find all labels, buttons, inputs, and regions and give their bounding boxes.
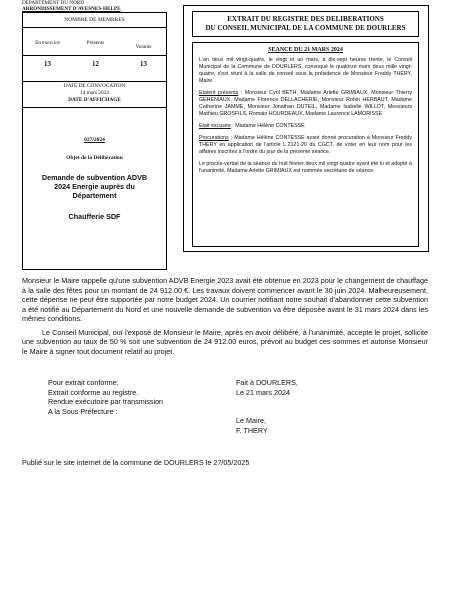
body-paragraph-2: Le Conseil Municipal, ouï l'exposé de Monsieur le Maire, après en avoir délibéré, à l'unanimité, accepte le projet, sollicite une subvention au taux de 50 % soit une subvention de 24 912.00 euros, prévoit au budget ces sommes et autorise Monsieur le Maire à signer tout document relatif au projet.	[22, 327, 428, 356]
convocation-label: DATE DE CONVOCATION	[63, 83, 126, 89]
procurations-text: : Madame Hélène CONTESSE ayant donné procuration à Monsieur Freddy THERY en application de l'article L.2121-20 du CGCT, de voter en leur nom pour les affaires inscrites à l'ordre du jour de la présente séance.	[199, 135, 412, 155]
procurations-label: Procurations	[199, 135, 229, 141]
col-presents: Présents	[86, 40, 105, 46]
arrondissement-label: ARRONDISSEMENT D'AVESNES-HELPE	[22, 6, 121, 12]
value-presents: 12	[92, 60, 99, 68]
affichage-label: DATE D'AFFICHAGE	[68, 97, 121, 103]
presents-text: : Monsieur Cyril BETH, Madame Arlette GRIMIAUX, Monsieur Thierry GEHENIAUX, Madame Florence DELLACHERIE, Monsieur Robin HERBAUT, Madame Catherine JAMME, Monsieur Jonathan DUTEIL, Madame Isabelle WILLOT, Messieurs Mathieu GROSFILS, Romain HOURDEAUX, Madame Laurence LAMORISSE	[199, 90, 412, 117]
sig-right-line: F. THERY	[236, 425, 268, 435]
seance-procurations	[199, 135, 412, 156]
extrait-title-box	[192, 11, 419, 37]
objet-label: Objet de la Délibération	[66, 155, 123, 161]
left-info-box	[22, 12, 167, 270]
extrait-title-line1: EXTRAIT DU REGISTRE DES DELIBERATIONS	[227, 15, 384, 23]
seance-box	[192, 42, 419, 247]
value-votants: 13	[140, 60, 147, 68]
sig-left-line: A la Sous Préfecture :	[48, 406, 118, 416]
department-label: DÉPARTEMENT DU NORD	[22, 0, 84, 6]
objet-line: Demande de subvention ADVB	[41, 173, 148, 182]
seance-title: SEANCE DU 21 MARS 2024	[268, 47, 343, 53]
objet-line: 2024 Energie auprès du	[54, 182, 135, 191]
publication-note: Publié sur le site internet de la commune de DOURLERS le 27/05/2025	[22, 458, 250, 467]
signature-right	[236, 378, 298, 435]
objet-subtitle: Chaufferie SDF	[68, 212, 121, 221]
excusee-label: Etait excusée	[199, 123, 231, 129]
col-exercice: En exercice	[35, 40, 60, 46]
value-exercice: 13	[44, 60, 51, 68]
seance-excusee	[199, 123, 412, 130]
seance-intro: L'an deux mil vingt-quatre, le vingt et un mars, à dix-sept heures trente, le Conseil Municipal de la Commune de DOURLERS, convoqué le quatorze mars deux mille vingt-quatre, s'est réuni à la salle de conseil sous la présidence de Monsieur Freddy THERY, Maire.	[199, 57, 412, 84]
sig-left-line: Extrait conforme au registre.	[48, 387, 139, 397]
col-votants: Votants	[135, 44, 152, 50]
objet-line: Département	[72, 191, 117, 200]
members-title: NOMBRE DE MEMBRES	[64, 17, 125, 23]
seance-presents	[199, 90, 412, 118]
convocation-date: 14 mars 2024	[80, 90, 109, 96]
sig-right-line: Le 21 mars 2024	[236, 387, 290, 397]
excusee-text: : Madame Hélène CONTESSE	[230, 123, 305, 129]
sig-left-line: Pour extrait conforme,	[48, 378, 119, 387]
right-register-box	[183, 5, 429, 252]
sig-right-line: Fait à DOURLERS,	[236, 378, 298, 387]
extrait-title-line2: DU CONSEIL MUNICIPAL DE LA COMMUNE DE DOURLERS	[205, 24, 406, 32]
signature-left	[48, 378, 163, 416]
sig-right-line: Le Maire,	[236, 416, 266, 425]
sig-left-line: Rendue exécutoire par transmission	[48, 397, 164, 406]
deliberation-number: 027/2024	[84, 137, 105, 143]
seance-pv: Le procès-verbal de la séance du huit février deux mil vingt-quatre ayant été lu et adopté à l'unanimité, Madame Arlette GRIMIAUX est nommée secrétaire de séance.	[199, 161, 412, 174]
deliberation-body	[22, 276, 428, 360]
objet-title	[23, 173, 166, 200]
presents-label: Etaient présents	[199, 90, 239, 96]
body-paragraph-1: Monsieur le Maire rappelle qu'une subvention ADVB Energie 2023 avait été obtenue en 2023 pour le changement de chauffage à la salle des fêtes pour un montant de 24 912.00 €. Les travaux doivent commencer avant le 30 juin 2024. Malheureusement, cette dépense ne peut être supportée par notre budget 2024. Un courrier notifiant notre souhait d'abandonner cette subvention a été notifié au Département du Nord et une nouvelle demande de subvention va être déposée avant le 31 mars 2024 dans les mêmes conditions.	[22, 276, 428, 323]
